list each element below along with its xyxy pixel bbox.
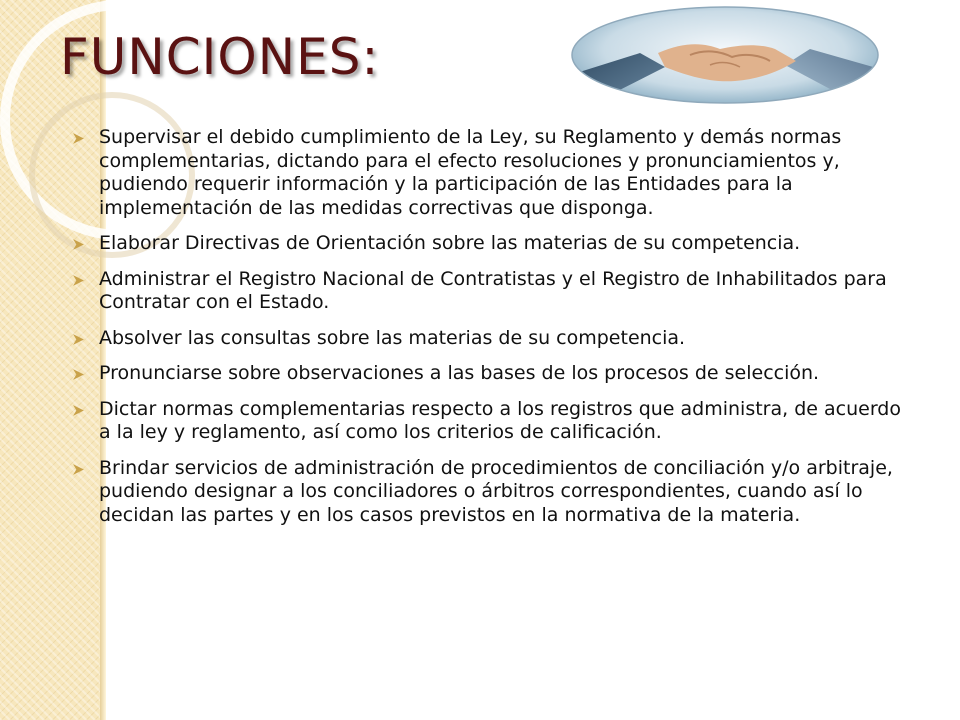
list-item xyxy=(72,362,912,386)
list-item-text: Absolver las consultas sobre las materias de su competencia. xyxy=(99,326,686,349)
list-item xyxy=(72,327,912,351)
arrow-bullet-icon xyxy=(72,274,85,287)
list-item-text: Supervisar el debido cumplimiento de la Ley, su Reglamento y demás normas complementarias, dictando para el efecto resoluciones y pronunciamientos y, pudiendo requerir información y la participación de las Entidades para la implementación de las medidas correctivas que disponga. xyxy=(99,126,842,219)
list-item xyxy=(72,232,912,256)
list-item xyxy=(72,268,912,315)
list-item xyxy=(72,398,912,445)
list-item-text: Pronunciarse sobre observaciones a las bases de los procesos de selección. xyxy=(99,362,820,384)
arrow-bullet-icon xyxy=(72,404,85,417)
functions-list xyxy=(72,126,912,539)
handshake-photo xyxy=(570,5,880,105)
arrow-bullet-icon xyxy=(72,132,85,145)
list-item-text: Dictar normas complementarias respecto a los registros que administra, de acuerdo a la ley y reglamento, así como los criterios de calificación. xyxy=(99,397,901,443)
arrow-bullet-icon xyxy=(72,238,85,251)
slide-title: FUNCIONES: xyxy=(60,28,380,86)
list-item-text: Administrar el Registro Nacional de Contratistas y el Registro de Inhabilitados para Contratar con el Estado. xyxy=(99,267,887,313)
arrow-bullet-icon xyxy=(72,368,85,381)
arrow-bullet-icon xyxy=(72,463,85,476)
list-item-text: Elaborar Directivas de Orientación sobre las materias de su competencia. xyxy=(99,232,801,254)
list-item xyxy=(72,457,912,528)
arrow-bullet-icon xyxy=(72,333,85,346)
list-item-text: Brindar servicios de administración de procedimientos de conciliación y/o arbitraje, pudiendo designar a los conciliadores o árbitros correspondientes, cuando así lo decidan las partes y en los casos previstos en la normativa de la materia. xyxy=(99,456,893,526)
list-item xyxy=(72,126,912,220)
